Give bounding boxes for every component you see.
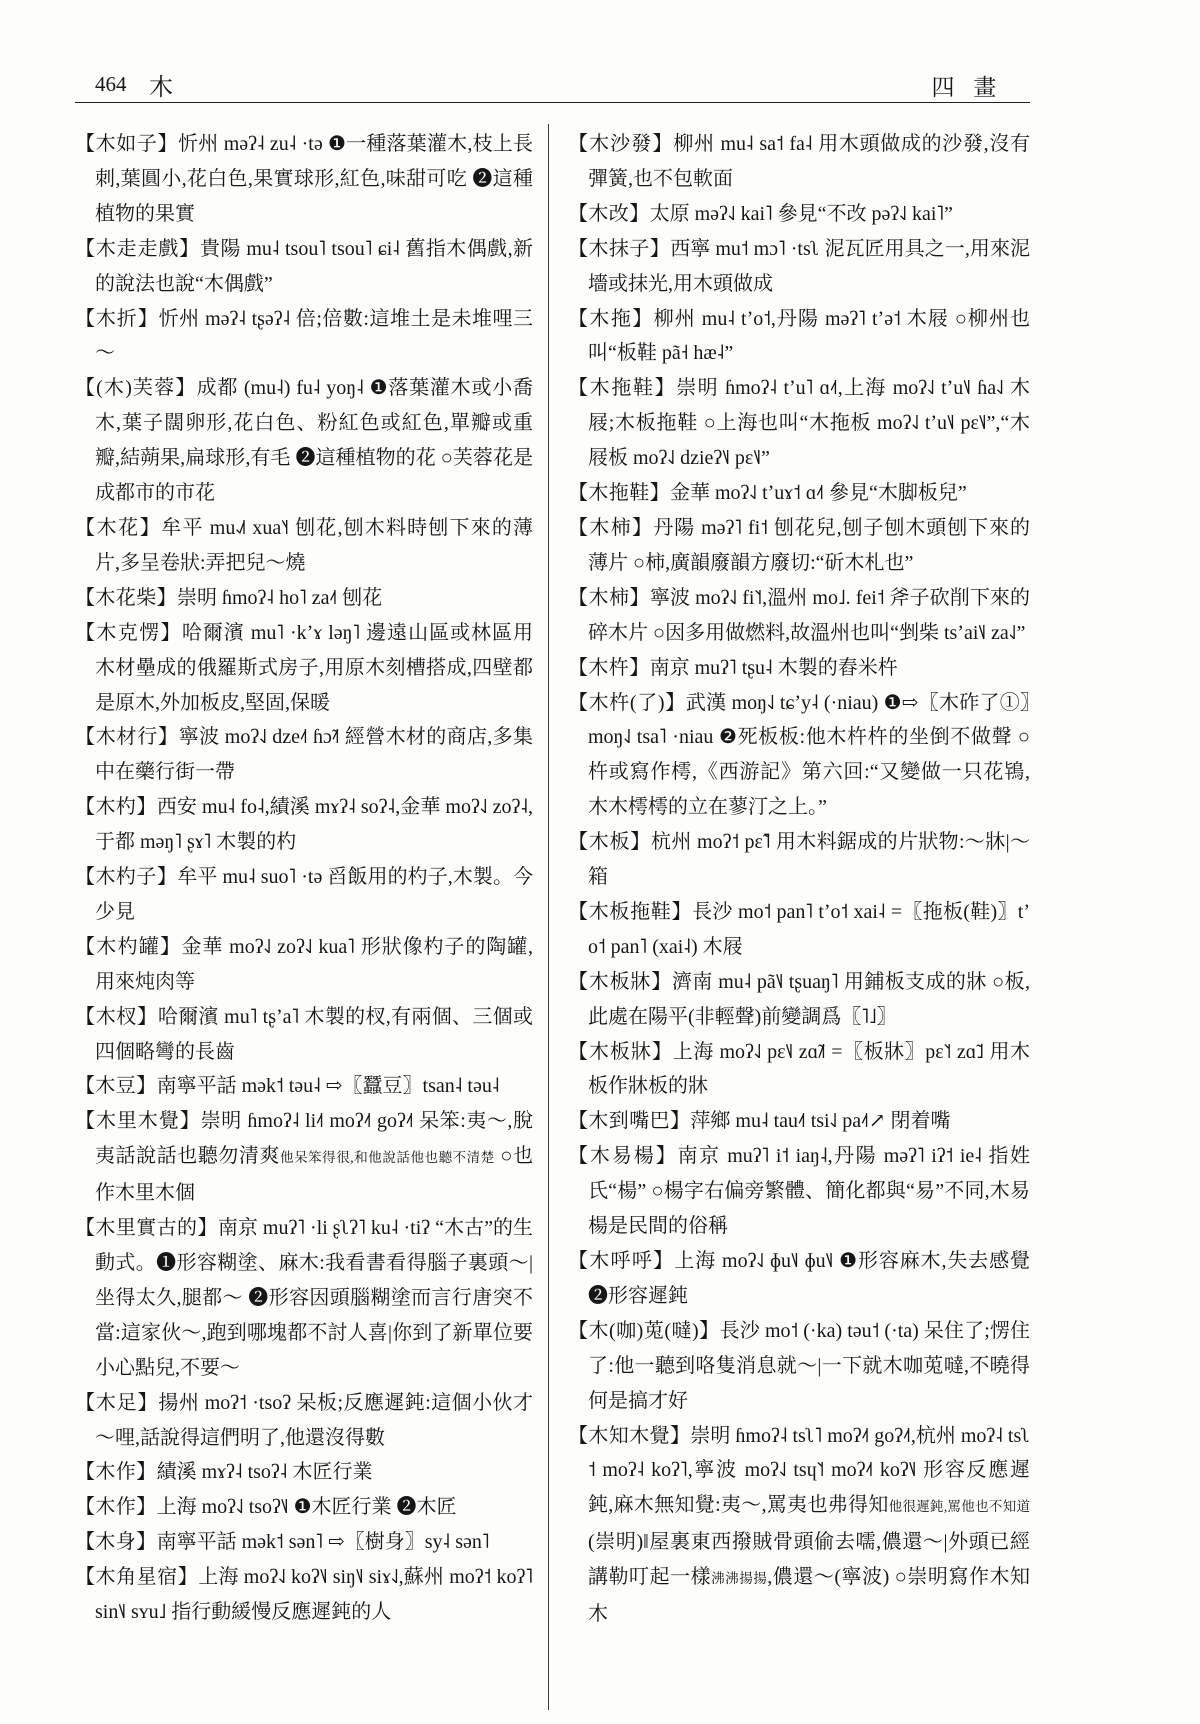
- page-number: 464: [95, 72, 127, 96]
- entry-headword: 【木柿】: [568, 586, 650, 609]
- entry-definition: (崇明)‖屋裏東西撥賊骨頭偷去嚅,儂還～|外頭已經講勒叮起一樣: [588, 1531, 1030, 1589]
- entry-definition: 南寧平話 mək˦ təu˨ ⇨〖蠶豆〗tsan˨ təu˨: [156, 1075, 500, 1098]
- entry-headword: 【木足】: [75, 1391, 159, 1414]
- column-divider: [548, 124, 549, 1710]
- entry-headword: 【木杵】: [568, 656, 650, 679]
- entry-definition: 柳州 mu˨ tʼo˦,丹陽 məʔ˥ tʼə˦ 木屐 ○柳州也叫“板鞋 pã˧ hæ˨”: [588, 307, 1030, 365]
- dictionary-entry: [568, 232, 1030, 302]
- entry-definition: 長沙 mo˦ pan˥ tʼo˦ xai˨ =〖拖板(鞋)〗tʼo˦ pan˥ (xai˨) 木屐: [588, 900, 1030, 958]
- entry-definition: 南京 muʔ˥ tʂu˨ 木製的舂米杵: [649, 656, 898, 679]
- dictionary-entry: [568, 197, 1030, 232]
- entry-definition: 崇明 ɦmoʔ˨ ho˥ za˨˦ 刨花: [177, 586, 383, 609]
- dictionary-entry: [568, 651, 1030, 686]
- entry-headword: 【(木)芙蓉】: [75, 377, 197, 400]
- section-radical: 木: [149, 73, 173, 101]
- entry-headword: 【木沙發】: [568, 133, 674, 155]
- dictionary-entry: [568, 476, 1030, 511]
- entry-headword: 【木豆】: [75, 1075, 157, 1098]
- entry-definition: 忻州 məʔ˨ tʂəʔ˨ 倍;倍數:這堆土是未堆哩三～: [95, 307, 533, 365]
- entry-headword: 【木走走戲】: [75, 237, 201, 260]
- entry-definition: 崇明 ɦmoʔ˨ li˨˦ moʔ˨˦ goʔ˨˦ 呆笨:夷～,脫夷話說話也聽勿清爽: [95, 1110, 533, 1168]
- entry-headword: 【木杈】: [75, 1005, 158, 1028]
- dictionary-entry: [568, 965, 1030, 1035]
- dictionary-entry: [568, 1419, 1030, 1632]
- dictionary-entry: [75, 302, 533, 372]
- entry-definition: 金華 moʔ˨˩ zoʔ˨˩ kua˥ 形狀像杓子的陶罐,用來炖肉等: [95, 935, 533, 993]
- entry-definition: 揚州 moʔ˦ ·tsoʔ 呆板;反應遲鈍:這個小伙才～哩,話說得這們明了,他還沒得數: [95, 1391, 533, 1449]
- dictionary-entry: [75, 720, 533, 790]
- entry-definition: 金華 moʔ˨˩ tʼuɤ˦ ɑ˨˦ 參見“木脚板兒”: [670, 482, 967, 505]
- entry-headword: 【木呼呼】: [568, 1250, 675, 1272]
- entry-headword: 【木克愣】: [75, 621, 182, 644]
- entry-headword: 【木里木覺】: [75, 1110, 201, 1133]
- entry-gloss-note: 沸沸揚揚: [711, 1571, 768, 1587]
- dictionary-entry: [75, 1000, 533, 1070]
- entry-definition: 南京 muʔ˥ ·li ʂʅʔ˥ ku˨ ·tiʔ “木古”的生動式。❶形容糊塗、麻木:我看書看得腦子裏頭～|坐得太久,腿都～ ❷形容因頭腦糊塗而言行唐突不當:這家伙～,跑到哪塊都不討人喜|你到了新單位要小心點兒,不要～: [95, 1217, 533, 1379]
- dictionary-entry: [75, 232, 533, 302]
- dictionary-entry: [568, 825, 1030, 895]
- dictionary-entry: [75, 581, 533, 616]
- entry-headword: 【木易楊】: [568, 1145, 678, 1168]
- entry-definition: 績溪 mɤʔ˨ tsoʔ˨ 木匠行業: [156, 1461, 373, 1484]
- dictionary-entry: [568, 1104, 1030, 1139]
- entry-definition: 武漢 moŋ˨˩ tɕʼy˨ (·niau) ❶⇨〖木砟了①〗moŋ˨˩ tsa˥ ·niau ❷死板板:他木杵杵的坐倒不做聲 ○杵或寫作樗,《西游記》第六回:“又變做一只花鴇,木木樗樗的立在蓼汀之上。”: [588, 691, 1030, 819]
- dictionary-entry: [568, 127, 1030, 197]
- entry-definition: 萍鄉 mu˨ tau˨˦ tsi˨˩ pa˨˦↗ 閉着嘴: [690, 1110, 951, 1133]
- entry-definition: 上海 moʔ˨˩ pɛ˥˩ zɑ̃˩˦ =〖板牀〗pɛ˥˦ zɑ̃˩ 用木板作牀板的牀: [588, 1040, 1030, 1098]
- entry-definition: ,儂還～(寧波) ○崇明寫作木知木: [588, 1566, 1030, 1626]
- entry-headword: 【木改】: [568, 202, 650, 225]
- dictionary-entry: [75, 930, 533, 1000]
- dictionary-entry: [75, 1455, 533, 1490]
- entry-definition: 哈爾濱 mu˥ tʂʼa˥ 木製的杈,有兩個、三個或四個略彎的長齒: [95, 1005, 533, 1063]
- entry-definition: 成都 (mu˨) fu˨ yoŋ˨ ❶落葉灌木或小喬木,葉子闊卵形,花白色、粉紅色或紅色,單瓣或重瓣,結蒴果,扁球形,有毛 ❷這種植物的花 ○芙蓉花是成都市的市花: [95, 377, 533, 505]
- dictionary-entry: [568, 1139, 1030, 1244]
- entry-headword: 【木杓罐】: [75, 935, 182, 958]
- dictionary-entry: [568, 895, 1030, 965]
- entry-headword: 【木板牀】: [568, 1040, 673, 1063]
- entry-definition: 崇明 ɦmoʔ˨ tʼu˥ ɑ˨˦,上海 moʔ˨˩ tʼu˥˩ ɦa˨˩ 木屐;木板拖鞋 ○上海也叫“木拖板 moʔ˨˩ tʼu˥˩ pɛ˥˩”,“木屐板 moʔ˨˩ dzieʔ˥˩ pɛ˥˩”: [588, 377, 1030, 470]
- dictionary-entry: [75, 790, 533, 860]
- entry-definition: 忻州 məʔ˨ zu˨ ·tə ❶一種落葉灌木,枝上長刺,葉圓小,花白色,果實球形,紅色,味甜可吃 ❷這種植物的果實: [95, 133, 533, 225]
- entry-headword: 【木杓】: [75, 796, 157, 819]
- entry-headword: 【木板拖鞋】: [568, 900, 693, 923]
- entry-definition: 貴陽 mu˨ tsou˥ tsou˥ ɕi˨ 舊指木偶戲,新的說法也說“木偶戲”: [95, 237, 533, 295]
- entry-definition: 南寧平話 mək˦ sən˥ ⇨〖樹身〗sy˨ sən˥: [156, 1531, 490, 1554]
- right-column: [568, 127, 1030, 1719]
- dictionary-entry: [75, 371, 533, 511]
- entry-definition: 牟平 mu˨ suo˥ ·tə 舀飯用的杓子,木製。今少見: [95, 866, 533, 923]
- dictionary-entry: [568, 1314, 1030, 1419]
- entry-headword: 【木柿】: [568, 516, 654, 539]
- dictionary-entry: [75, 1069, 533, 1104]
- entry-headword: 【木杓子】: [75, 866, 178, 889]
- entry-definition: 西寧 mu˦ mɔ˥ ·tsʅ 泥瓦匠用具之一,用來泥墻或抹光,用木頭做成: [588, 237, 1030, 295]
- dictionary-entry: [75, 1211, 533, 1386]
- entry-headword: 【木到嘴巴】: [568, 1110, 691, 1133]
- entry-definition: 太原 məʔ˨˩ kai˥ 參見“不改 pəʔ˨˩ kai˥”: [649, 202, 953, 225]
- entry-headword: 【木材行】: [75, 726, 179, 749]
- entry-definition: 哈爾濱 mu˥ ·kʼɤ ləŋ˥ 邊遠山區或林區用木材壘成的俄羅斯式房子,用原木刻槽搭成,四壁都是原木,外加板皮,堅固,保暖: [95, 621, 533, 714]
- dictionary-entry: [568, 686, 1030, 826]
- entry-headword: 【木花】: [75, 516, 162, 539]
- entry-gloss-note: 他呆笨得很,和他說話他也聽不清楚: [280, 1150, 495, 1166]
- entry-headword: 【木里實古的】: [75, 1217, 218, 1240]
- entry-headword: 【木板】: [568, 831, 651, 854]
- entry-headword: 【木拖】: [568, 307, 654, 330]
- entry-definition: 濟南 mu˨ pã˥˩ tʂuaŋ˥ 用鋪板支成的牀 ○板,此處在陽平(非輕聲)前變調爲〖˥˩〗: [588, 970, 1030, 1028]
- entry-definition: ○也作木里木個: [95, 1145, 533, 1205]
- entry-definition: 上海 moʔ˨˩ tsoʔ˥˩ ❶木匠行業 ❷木匠: [156, 1496, 457, 1519]
- entry-headword: 【木如子】: [75, 133, 179, 155]
- dictionary-entry: [75, 1104, 533, 1211]
- entry-headword: 【木杵(了)】: [568, 691, 686, 714]
- page-header: [75, 64, 1030, 103]
- entry-headword: 【木作】: [75, 1461, 157, 1484]
- dictionary-entry: [75, 127, 533, 232]
- entry-definition: 上海 moʔ˨˩ ɸu˥˩ ɸu˥˩ ❶形容麻木,失去感覺 ❷形容遲鈍: [588, 1250, 1030, 1307]
- entry-definition: 杭州 moʔ˦ pɛ̃˥ 用木料鋸成的片狀物:～牀|～箱: [588, 831, 1030, 889]
- entry-definition: 柳州 mu˨ sa˦ fa˨ 用木頭做成的沙發,沒有彈簧,也不包軟面: [588, 133, 1030, 190]
- entry-headword: 【木折】: [75, 307, 159, 330]
- entry-headword: 【木作】: [75, 1496, 157, 1519]
- section-title: 四 畫: [931, 75, 1002, 101]
- dictionary-entry: [75, 1490, 533, 1525]
- dictionary-entry: [75, 616, 533, 721]
- dictionary-entry: [568, 1035, 1030, 1105]
- entry-definition: 南京 muʔ˥ i˦ iaŋ˨,丹陽 məʔ˥ iʔ˦ ie˨ 指姓氏“楊” ○楊字右偏旁繁體、簡化都與“易”不同,木易楊是民間的俗稱: [588, 1145, 1030, 1238]
- entry-headword: 【木知木覺】: [568, 1424, 691, 1447]
- dictionary-entry: [568, 511, 1030, 581]
- entry-gloss-note: 他很遲鈍,罵他也不知道: [888, 1499, 1030, 1515]
- entry-definition: 長沙 mo˦ (·ka) təu˦ (·ta) 呆住了;愣住了:他一聽到咯隻消息就～|一下就木咖莵噠,不曉得何是搞才好: [588, 1319, 1030, 1412]
- dictionary-entry: [568, 302, 1030, 372]
- entry-headword: 【木抹子】: [568, 237, 671, 260]
- entry-definition: 西安 mu˨ fo˨,績溪 mɤʔ˨ soʔ˨,金華 moʔ˨˩ zoʔ˨,于都 məŋ˥ ʂɤ˥ 木製的杓: [95, 796, 533, 854]
- dictionary-entry: [75, 1525, 533, 1560]
- dictionary-entry: [75, 511, 533, 581]
- dictionary-entry: [75, 860, 533, 930]
- dictionary-entry: [568, 581, 1030, 651]
- entry-headword: 【木身】: [75, 1531, 157, 1554]
- entry-definition: 寧波 moʔ˨˩ dze˨˦ ɦɔ̃˨˦ 經營木材的商店,多集中在藥行街一帶: [95, 726, 533, 784]
- dictionary-entry: [568, 1244, 1030, 1314]
- entry-definition: 丹陽 məʔ˥ fi˦ 刨花兒,刨子刨木頭刨下來的薄片 ○柿,廣韻廢韻方廢切:“斫木札也”: [588, 516, 1030, 574]
- entry-headword: 【木花柴】: [75, 586, 177, 609]
- dictionary-entry: [75, 1560, 533, 1630]
- entry-definition: 崇明 ɦmoʔ˨ tsʅ˥ moʔ˨˦ goʔ˨˦,杭州 moʔ˨ tsʅ˦ moʔ˨ koʔ˥,寧波 moʔ˨˩ tsɥ˥˦ moʔ˨˦ koʔ˥˩ 形容反應遲鈍,麻木無知覺:夷～,罵夷也弗得知: [588, 1424, 1030, 1517]
- left-column: [75, 127, 533, 1719]
- dictionary-entry: [568, 371, 1030, 476]
- dictionary-entry: [75, 1386, 533, 1456]
- entry-definition: 上海 moʔ˨˩ koʔ˥˩ siŋ˥˩ siɤ˨˩,蘇州 moʔ˦ koʔ˥ sin˥˩ sʏu˩ 指行動緩慢反應遲鈍的人: [95, 1566, 533, 1624]
- entry-headword: 【木拖鞋】: [568, 377, 677, 400]
- entry-headword: 【木角星宿】: [75, 1566, 199, 1589]
- entry-headword: 【木拖鞋】: [568, 482, 670, 505]
- entry-definition: 寧波 moʔ˨˩ fi˥˦,溫州 mo˩. fei˦ 斧子砍削下來的碎木片 ○因多用做燃料,故溫州也叫“剉柴 tsʼai˥˩ za˨˩”: [588, 586, 1030, 644]
- entry-definition: 牟平 mu˨˩˦ xua˥˧ 刨花,刨木料時刨下來的薄片,多呈卷狀:弄把兒～燒: [95, 516, 533, 574]
- entry-headword: 【木板牀】: [568, 970, 673, 993]
- entry-headword: 【木(咖)莵(噠)】: [568, 1319, 720, 1342]
